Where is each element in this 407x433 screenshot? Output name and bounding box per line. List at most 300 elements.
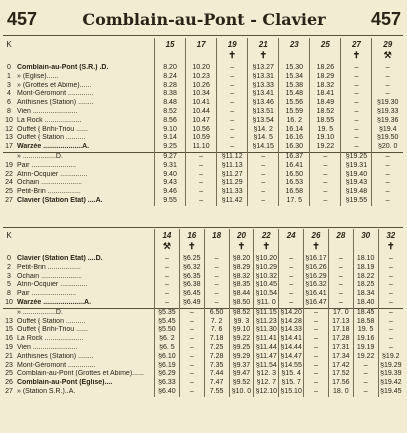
station-name: Vien ....................... [17,107,78,115]
time-cell: §11.29 [217,179,248,188]
time-cell: – [279,290,304,299]
time-cell: §14.41 [280,335,302,343]
km-cell: 27 [5,196,13,204]
station-name: Pair ....................... [17,290,77,298]
station-name: Atrin-Ocquier .............. [17,170,88,178]
time-cell: – [378,273,403,282]
time-cell: – [248,179,279,188]
time-cell: – [204,290,229,299]
time-cell: §10.29 [255,263,277,271]
time-cell: 9.46 [155,188,186,197]
table-row [3,318,403,327]
time-cell: 18.52 [310,108,341,117]
station-name: » .................D. [15,308,155,317]
table-row [3,82,403,91]
time-cell: – [341,99,372,108]
time-cell: §5.35 [155,308,180,317]
station-name: Ouffet { Station .......... [17,317,86,325]
km-cell: 3 [7,272,11,280]
time-cell: – [204,264,229,273]
time-cell: 10.44 [186,108,217,117]
header-row [3,38,403,64]
time-cell: §16.29 [305,272,327,280]
time-cell: §19.33 [372,108,403,117]
km-cell: 4 [7,90,11,98]
table-row [3,299,403,308]
train-number: 23 [289,40,299,49]
table-row [3,255,403,264]
time-cell: 15.48 [279,90,310,99]
train-number: 18 [212,231,222,240]
time-cell: 9.25 [155,143,186,152]
time-cell: 10.47 [186,117,217,126]
time-cell: §6.32 [179,264,204,273]
time-cell: §9.10 [229,326,254,335]
time-cell: 7. 2 [204,318,229,327]
km-cell [3,152,15,161]
station-name: Warzée ....................A. [17,143,90,151]
train-number-header [155,38,186,64]
train-number-header [179,229,204,255]
table-row [3,197,403,206]
station-name: Anthisnes (Station) ........ [17,352,94,360]
time-cell: §15.10 [280,387,302,395]
km-cell: 17 [5,143,13,151]
time-cell: 17.28 [328,335,353,344]
time-cell: §20. 0 [372,143,403,152]
time-cell: – [248,162,279,171]
time-cell: §6.49 [179,299,204,308]
table-row [3,326,403,335]
time-cell: 7. 6 [204,326,229,335]
time-cell: – [179,326,204,335]
service-mark: ⚒ [383,50,392,60]
train-number: 17 [196,40,206,49]
time-cell: §13.33 [248,82,279,91]
table-row [3,179,403,188]
station-name: » (Grottes et Abime)...... [17,81,92,89]
km-cell: 21 [5,352,13,360]
time-cell: §16.26 [305,263,327,271]
table-row [3,379,403,388]
train-number-header [328,229,353,255]
time-cell: 17.52 [328,370,353,379]
time-cell: – [217,117,248,126]
time-cell: 16.50 [279,171,310,180]
train-number: 29 [383,40,393,49]
train-number: 25 [320,40,330,49]
time-cell: §11.47 [255,352,277,360]
station-name: Ochain ..................... [17,179,82,187]
time-cell: 9.14 [155,134,186,143]
station-name: Atrin-Ocquier .............. [17,281,88,289]
km-header: K [6,40,12,49]
km-cell: 22 [5,170,13,178]
time-cell: 18.26 [310,64,341,73]
time-cell: §19.31 [341,162,372,171]
time-cell: – [304,370,329,379]
time-cell: §14.44 [280,343,302,351]
time-cell: 17.13 [328,318,353,327]
train-number: 15 [165,40,175,49]
km-cell: 2 [7,263,11,271]
station-header [15,38,155,64]
service-mark: ✝ [312,241,320,251]
time-cell: 18.55 [310,117,341,126]
time-cell: 18.58 [353,318,378,327]
time-cell: 8.20 [155,64,186,73]
time-cell: 15.59 [279,108,310,117]
time-cell: – [186,197,217,206]
time-cell: §11.54 [255,361,277,369]
time-cell: – [217,99,248,108]
time-cell: – [304,388,329,397]
time-cell: – [378,255,403,264]
time-cell: – [179,318,204,327]
time-cell: 19.16 [353,335,378,344]
time-cell: 10.26 [186,82,217,91]
train-number: 24 [286,231,296,240]
table-row [3,264,403,273]
time-cell: – [217,82,248,91]
train-number-header [279,229,304,255]
time-cell: §14.47 [280,352,302,360]
time-cell: – [304,353,329,362]
time-cell: – [310,197,341,206]
train-number-header [204,229,229,255]
time-cell: – [155,281,180,290]
time-cell: 7.55 [204,388,229,397]
time-cell: 19.10 [310,134,341,143]
time-cell: – [186,162,217,171]
time-cell: §9.22 [229,335,254,344]
time-cell: – [378,308,403,317]
time-cell: §15. 4 [279,370,304,379]
time-cell: 7.47 [204,379,229,388]
table-row [3,344,403,353]
service-mark: ✝ [228,50,236,60]
km-cell [3,308,15,317]
time-cell: – [179,362,204,371]
station-name: Anthisnes (Station) ........ [17,99,94,107]
km-header: K [6,231,12,240]
time-cell: §8.52 [229,308,254,317]
time-cell: §19.29 [380,361,402,369]
service-mark: ⚒ [162,241,171,251]
km-cell: 24 [5,179,13,187]
time-cell: §19.30 [372,99,403,108]
time-cell: – [341,143,372,152]
time-cell: §15. 7 [279,379,304,388]
time-cell: – [328,290,353,299]
time-cell: 16.58 [279,188,310,197]
time-cell: – [310,171,341,180]
station-name: Warzée .....................A. [17,298,92,306]
time-cell: 16.14 [279,126,310,135]
time-cell: 16.41 [279,162,310,171]
middle-rule [3,227,403,228]
time-cell: 9.55 [155,197,186,206]
time-cell: 17.42 [328,362,353,371]
time-cell: – [279,255,304,264]
time-cell: 18. 0 [328,388,353,397]
table-row [3,370,403,379]
time-cell: – [204,281,229,290]
time-cell: §6.45 [179,290,204,299]
table-row [3,362,403,371]
time-cell: §8.50 [229,299,254,308]
time-cell: §9.25 [229,344,254,353]
time-cell: – [186,152,217,161]
km-cell: 26 [5,379,13,387]
time-cell: §11.44 [255,343,277,351]
time-cell: 9.10 [155,126,186,135]
time-cell: – [372,152,403,161]
time-cell: §5.45 [155,318,180,327]
train-number-header [155,229,180,255]
time-cell: §9.37 [229,362,254,371]
time-cell: 6.50 [204,308,229,317]
km-cell: 8 [7,107,11,115]
time-cell: – [378,335,403,344]
time-cell: – [378,299,403,308]
time-cell: 7.35 [204,362,229,371]
time-cell: 10.56 [186,126,217,135]
time-cell: §6.10 [155,353,180,362]
time-cell: – [155,255,180,264]
time-cell: §19.50 [372,134,403,143]
time-cell: – [341,64,372,73]
time-cell: 18.40 [353,299,378,308]
station-name: Ouffet { Brihi-Triou ...... [17,125,88,133]
time-cell: §13.41 [248,90,279,99]
time-cell: 10.34 [186,90,217,99]
time-cell: §11.30 [255,326,277,334]
train-number-header [229,229,254,255]
time-cell: 15.38 [279,82,310,91]
station-name: Comblain-au-Pont (Eglise).... [17,379,113,387]
time-cell: §11.42 [217,197,248,206]
time-cell: §11.41 [255,335,277,343]
time-cell: §19.45 [380,387,402,395]
time-cell: §19.43 [341,179,372,188]
time-cell: 9.43 [155,179,186,188]
time-cell: 8.28 [155,82,186,91]
train-number: 20 [237,231,246,240]
km-cell: 6 [7,99,11,107]
train-number: 26 [311,231,321,240]
station-name: Comblain-au-Pont (S.R.) .D. [17,64,109,71]
time-cell: – [179,344,204,353]
station-name: La Rock .................... [17,335,84,343]
time-cell: – [372,162,403,171]
time-cell: – [304,308,329,317]
time-cell: §19.42 [380,379,402,387]
time-cell: – [186,171,217,180]
time-cell: – [304,379,329,388]
time-cell: §14.33 [280,326,302,334]
table-row [3,388,403,397]
km-cell: 0 [7,255,11,262]
table-row [3,117,403,126]
train-number-header [186,38,217,64]
time-cell: – [372,188,403,197]
service-mark: ✝ [262,241,271,251]
km-cell: 19 [5,161,13,169]
time-cell: – [217,126,248,135]
time-cell: – [179,353,204,362]
time-cell: §19.2 [378,353,403,362]
table-row [3,308,403,317]
table-row [3,353,403,362]
train-number: 21 [258,40,268,49]
time-cell: §10.20 [255,255,277,262]
station-name: Ochain ..................... [17,272,82,280]
time-cell: §12. 3 [254,370,279,379]
header-row [3,229,403,255]
time-cell: §13.54 [248,117,279,126]
station-name: » .................D. [15,152,155,161]
service-mark: ✝ [352,50,361,60]
time-cell: – [217,134,248,143]
time-cell: 19. 5 [353,326,378,335]
time-cell: – [372,179,403,188]
time-cell: – [310,179,341,188]
time-cell: §11.15 [255,308,277,316]
time-cell: §14.20 [280,308,302,316]
station-name: Comblain-au-Pont (Grottes et Abime)...... [17,370,144,378]
time-cell: – [341,82,372,91]
time-cell: – [378,318,403,327]
time-cell: 8.56 [155,117,186,126]
time-cell: §13.51 [248,108,279,117]
service-mark: ✝ [259,50,267,60]
time-cell: – [372,64,403,73]
time-cell: – [248,188,279,197]
time-cell: §11.12 [217,152,248,161]
time-cell: 17.34 [328,353,353,362]
time-cell: – [372,82,403,91]
station-name: Ouffet { Brihi-Triou ...... [17,326,88,334]
time-cell: §14. 5 [248,134,279,143]
time-cell: – [217,108,248,117]
table-row [3,134,403,143]
time-cell: §14.28 [280,317,302,325]
time-cell: – [341,117,372,126]
train-number-header [353,229,378,255]
time-cell: – [341,90,372,99]
table-row [3,126,403,135]
time-cell: – [310,152,341,161]
service-mark: ✝ [387,241,395,251]
time-cell: 15.56 [279,99,310,108]
time-cell: 19.19 [353,344,378,353]
time-cell: §6.40 [155,388,180,397]
km-cell: 13 [5,134,13,142]
time-cell: 8.38 [155,90,186,99]
km-cell: 23 [5,361,13,369]
time-cell: 19.22 [353,353,378,362]
time-cell: 7.44 [204,370,229,379]
time-cell: §6.19 [155,362,180,371]
time-cell: §8.44 [229,290,254,299]
time-cell: – [217,90,248,99]
km-cell: 19 [5,343,13,351]
table-number-left: 457 [7,8,38,29]
km-cell: 10 [5,298,13,306]
train-number: 14 [162,231,172,240]
time-cell: 18.19 [353,264,378,273]
time-cell: – [378,290,403,299]
time-cell: §16.32 [305,281,327,289]
time-cell: – [328,299,353,308]
time-cell: §9.52 [229,379,254,388]
time-cell: – [179,388,204,397]
time-cell: 7.18 [204,335,229,344]
station-name: Vien ....................... [17,343,78,351]
km-cell: 16 [5,335,13,343]
time-cell: – [204,255,229,264]
time-cell: – [304,318,329,327]
time-cell: 9.27 [155,152,186,161]
table-row [3,171,403,180]
train-number-header [378,229,403,255]
time-cell: 18.10 [353,255,378,264]
time-cell: – [353,379,378,388]
km-cell: 25 [5,188,13,196]
time-cell: 16.30 [279,143,310,152]
time-cell: §11.13 [217,162,248,171]
timetable-return [3,229,403,397]
page-header [0,6,407,32]
station-name: Pair ....................... [17,161,77,169]
time-cell: – [217,64,248,73]
train-number: 27 [351,40,361,49]
station-name: La Rock ................... [17,116,82,124]
time-cell: – [328,281,353,290]
time-cell: §5.50 [155,326,180,335]
time-cell: – [279,281,304,290]
train-number: 28 [336,231,346,240]
train-number: 19 [227,40,237,49]
time-cell: 9.31 [155,162,186,171]
station-name: Petit-Brin ................. [17,263,81,271]
time-cell: §8.29 [229,264,254,273]
time-cell: – [304,344,329,353]
time-cell: §19.36 [372,117,403,126]
table-row [3,162,403,171]
time-cell: – [186,188,217,197]
time-cell: §11.27 [217,171,248,180]
km-cell: 5 [7,281,11,289]
time-cell: – [353,362,378,371]
time-cell: – [341,108,372,117]
train-number-header [310,38,341,64]
time-cell: 17. 5 [279,197,310,206]
km-cell: 25 [5,370,13,378]
km-cell: 27 [5,387,13,395]
time-cell: 16.16 [279,134,310,143]
time-cell: §6.25 [179,255,204,264]
time-cell: §6.29 [155,370,180,379]
km-cell: 0 [7,64,11,71]
time-cell: – [279,264,304,273]
time-cell: §6. 5 [155,344,180,353]
time-cell: 10.41 [186,99,217,108]
time-cell: – [248,197,279,206]
time-cell: – [248,152,279,161]
time-cell: §11. 0 [254,299,279,308]
